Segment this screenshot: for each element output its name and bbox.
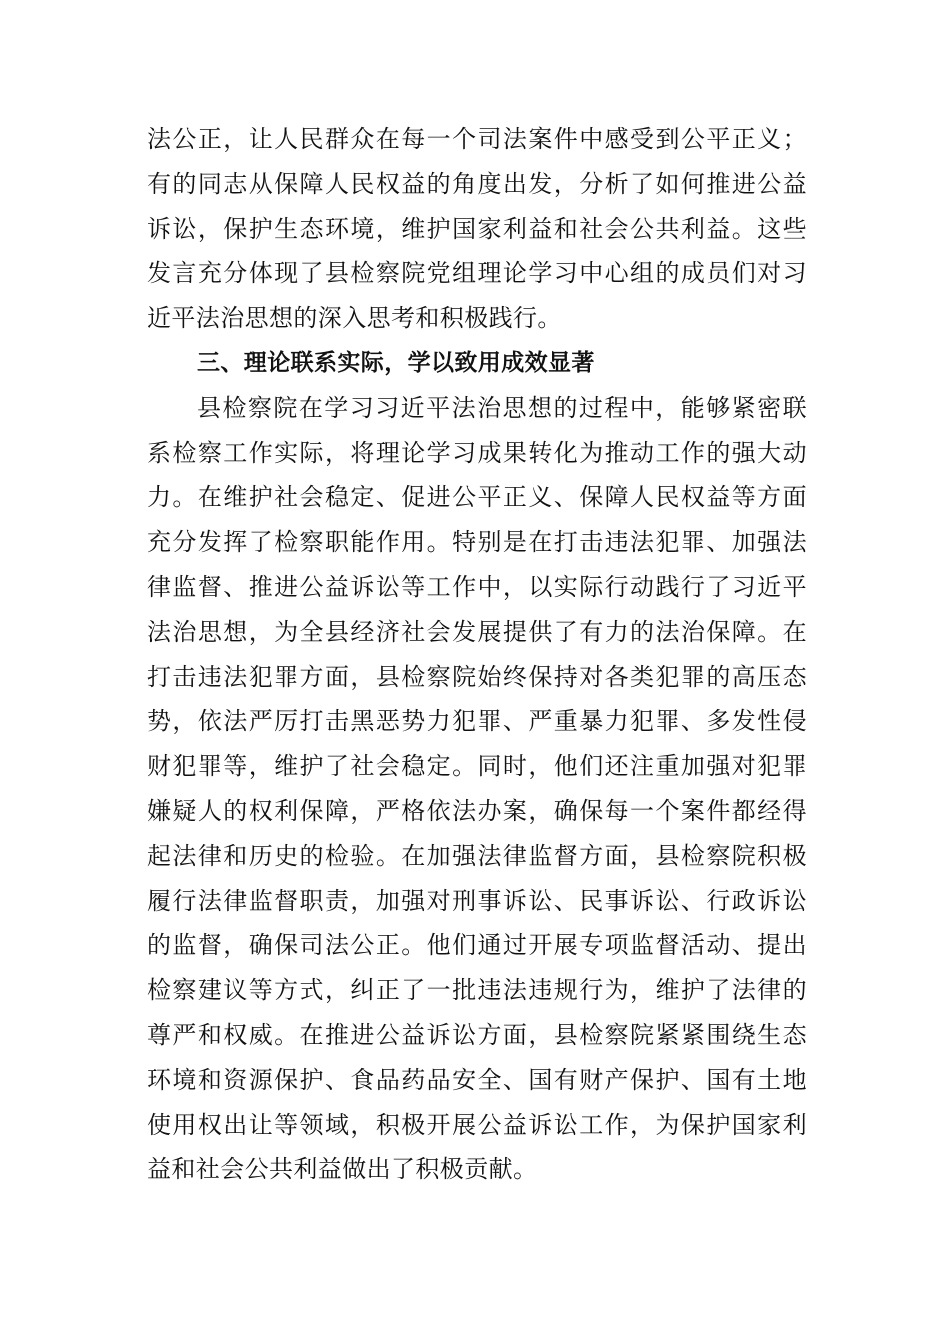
paragraph-line: 发言充分体现了县检察院党组理论学习中心组的成员们对习 <box>147 259 807 288</box>
paragraph-line: 县检察院在学习习近平法治思想的过程中，能够紧密联 <box>197 393 807 422</box>
paragraph-line: 益和社会公共利益做出了积极贡献。 <box>147 1155 538 1184</box>
paragraph-line: 力。在维护社会稳定、促进公平正义、保障人民权益等方面 <box>147 483 807 512</box>
paragraph-line: 履行法律监督职责，加强对刑事诉讼、民事诉讼、行政诉讼 <box>147 886 807 915</box>
paragraph-line: 打击违法犯罪方面，县检察院始终保持对各类犯罪的高压态 <box>147 662 807 691</box>
paragraph-line: 尊严和权威。在推进公益诉讼方面，县检察院紧紧围绕生态 <box>147 1020 807 1049</box>
paragraph-line: 法治思想，为全县经济社会发展提供了有力的法治保障。在 <box>147 617 807 646</box>
paragraph-line: 检察建议等方式，纠正了一批违法违规行为，维护了法律的 <box>147 976 807 1005</box>
paragraph-2 <box>147 386 807 1192</box>
paragraph-line: 充分发挥了检察职能作用。特别是在打击违法犯罪、加强法 <box>147 528 807 557</box>
paragraph-line: 嫌疑人的权利保障，严格依法办案，确保每一个案件都经得 <box>147 796 807 825</box>
paragraph-line: 近平法治思想的深入思考和积极践行。 <box>147 304 562 333</box>
paragraph-line: 环境和资源保护、食品药品安全、国有财产保护、国有土地 <box>147 1065 807 1094</box>
paragraph-line: 诉讼，保护生态环境，维护国家利益和社会公共利益。这些 <box>147 214 807 243</box>
paragraph-line: 的监督，确保司法公正。他们通过开展专项监督活动、提出 <box>147 931 807 960</box>
paragraph-line: 系检察工作实际，将理论学习成果转化为推动工作的强大动 <box>147 438 807 467</box>
document-body <box>147 117 807 1192</box>
paragraph-line: 法公正，让人民群众在每一个司法案件中感受到公平正义； <box>147 125 807 153</box>
paragraph-line: 使用权出让等领域，积极开展公益诉讼工作，为保护国家利 <box>147 1110 807 1139</box>
paragraph-1 <box>147 117 807 341</box>
paragraph-line: 有的同志从保障人民权益的角度出发，分析了如何推进公益 <box>147 169 807 198</box>
paragraph-line: 财犯罪等，维护了社会稳定。同时，他们还注重加强对犯罪 <box>147 752 807 781</box>
paragraph-line: 律监督、推进公益诉讼等工作中，以实际行动践行了习近平 <box>147 572 807 601</box>
section-heading: 三、理论联系实际，学以致用成效显著 <box>197 349 595 376</box>
paragraph-line: 起法律和历史的检验。在加强法律监督方面，县检察院积极 <box>147 841 807 870</box>
paragraph-line: 势，依法严厉打击黑恶势力犯罪、严重暴力犯罪、多发性侵 <box>147 707 807 736</box>
